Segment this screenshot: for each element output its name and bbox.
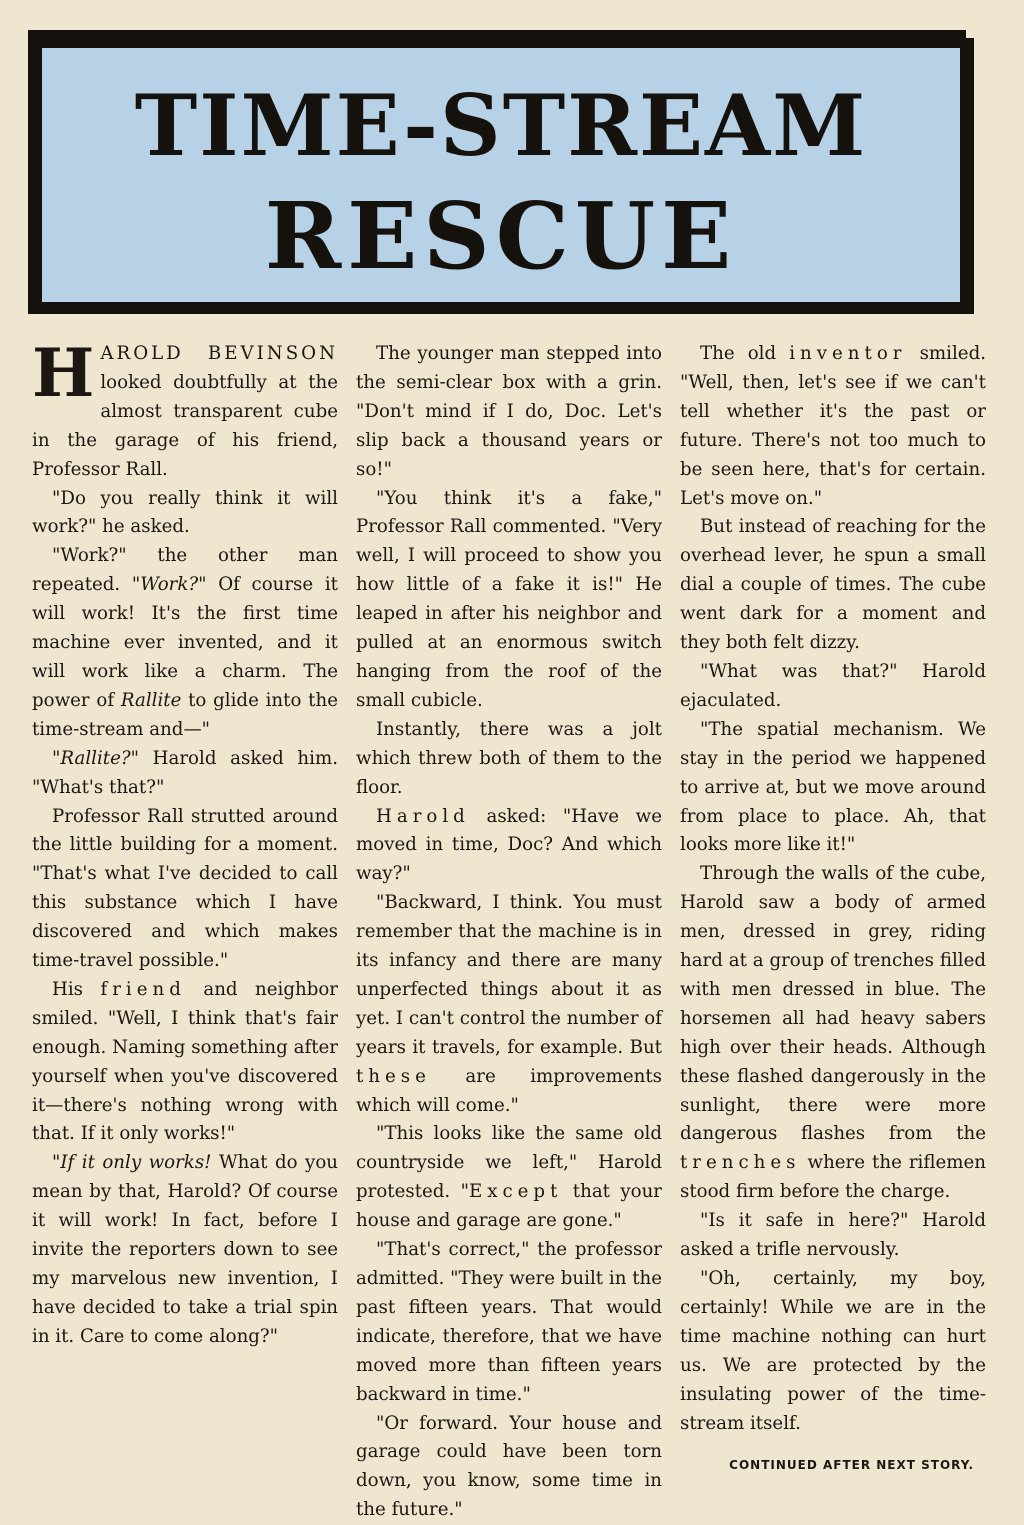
paragraph: "The spatial mechanism. We stay in the period we happened to arrive at, but we move around from place to place. Ah, that looks more like it!" xyxy=(680,718,986,856)
paragraph-text: Of course it will work! It's the first time machine ever invented, and it will work like a charm. The power of xyxy=(32,574,338,711)
paragraph: "That's correct," the professor admitted. "They were built in the past fifteen years. That would indicate, therefore, that we have moved more than fifteen years backward in time." xyxy=(356,1239,662,1405)
story-title-line-2: RESCUE xyxy=(264,182,738,290)
paragraph: "You think it's a fake," Professor Rall commented. "Very well, I will proceed to show you how little of a fake it is!" He leaped in after his neighbor and pulled at an enormous switch hanging from the roof of the small cubicle. xyxy=(356,487,662,711)
paragraph-text: smiled. "Well, then, let's see if we can't tell whether it's the past or future. There's not too much to be seen here, that's for certain. Let's move on." xyxy=(680,343,986,509)
paragraph-text: and neighbor smiled. "Well, I think that's fair enough. Naming something after yourself when you've discovered it—there's nothing wrong with that. If it only works!" xyxy=(32,978,338,1145)
paragraph-text: to glide into the time-stream and—" xyxy=(32,689,338,740)
paragraph: "Do you really think it will work?" he asked. xyxy=(32,487,338,538)
text-column-2 xyxy=(356,340,662,1521)
paragraph xyxy=(680,340,986,513)
paragraph: The younger man stepped into the semi-clear box with a grin. "Don't mind if I do, Doc. Let's slip back a thousand years or so!" xyxy=(356,343,662,480)
title-panel xyxy=(38,44,964,306)
paragraph xyxy=(32,976,338,1149)
text-column-3 xyxy=(680,340,986,1440)
spaced-text: Except xyxy=(468,1181,563,1203)
spaced-text: these xyxy=(356,1065,431,1087)
spaced-text: friend xyxy=(100,978,186,1000)
paragraph xyxy=(32,745,338,803)
continued-notice: CONTINUED AFTER NEXT STORY. xyxy=(729,1458,974,1472)
emphasis-text: "Work?" xyxy=(131,574,207,596)
paragraph-text: that your house and garage are gone." xyxy=(356,1181,662,1232)
paragraph-text: Through the walls of the cube, Harold saw a body of armed men, dressed in grey, riding hard at a group of trenches filled with men dressed in blue. The horsemen all had heavy sabers high over their heads. Although these flashed dangerously in the sunlight, there were more dangerous flashes from the xyxy=(680,863,986,1145)
story-title-line-1: TIME-STREAM xyxy=(134,76,868,175)
paragraph-text: "Backward, I think. You must remember that the machine is in its infancy and there are many unperfected things about it as yet. I can't control the number of years it travels, for example. But xyxy=(356,892,662,1058)
paragraph xyxy=(32,1149,338,1351)
paragraph-text: His xyxy=(52,978,84,1000)
paragraph: Instantly, there was a jolt which threw both of them to the floor. xyxy=(356,718,662,798)
paragraph-text: "Work?" the other man repeated. xyxy=(32,545,338,596)
paragraph-text: looked doubtfully at the almost transparent cube in the garage of his friend, Professor Rall. xyxy=(32,371,338,480)
spaced-text: inventor xyxy=(789,343,907,364)
drop-cap: H xyxy=(32,334,95,412)
text-column-1 xyxy=(32,334,338,1440)
paragraph xyxy=(32,334,338,485)
spaced-text: Harold xyxy=(376,805,470,827)
paragraph: "Is it safe in here?" Harold asked a trifle nervously. xyxy=(680,1210,986,1261)
paragraph xyxy=(32,542,338,744)
emphasis-text: "If it only works! xyxy=(52,1152,212,1174)
paragraph-text: Harold asked him. "What's that?" xyxy=(32,747,338,798)
paragraph xyxy=(680,860,986,1207)
paragraph xyxy=(356,803,662,890)
paragraph xyxy=(356,1120,662,1236)
paragraph: "Oh, certainly, my boy, certainly! While we are in the time machine nothing can hurt us. We are protected by the insulating power of the time-stream itself. xyxy=(680,1268,986,1434)
title-panel-edge xyxy=(964,38,974,314)
paragraph-text: "This looks like the same old countryside we left," Harold protested. " xyxy=(356,1123,662,1203)
opening-name: AROLD BEVINSON xyxy=(100,343,338,364)
paragraph xyxy=(356,889,662,1120)
paragraph-text: are improvements which will come." xyxy=(356,1065,662,1116)
paragraph-text: where the riflemen stood firm before the charge. xyxy=(680,1152,986,1203)
paragraph: Professor Rall strutted around the little building for a moment. "That's what I've decided to call this substance which I have discovered and which makes time-travel possible." xyxy=(32,805,338,972)
paragraph-text: What do you mean by that, Harold? Of course it will work! In fact, before I invite the reporters down to see my marvelous new invention, I have decided to take a trial spin in it. Care to come along?" xyxy=(32,1152,338,1347)
paragraph: "Or forward. Your house and garage could have been torn down, you know, some time in the future." xyxy=(356,1412,662,1521)
paragraph-text: The old xyxy=(700,343,777,364)
paragraph-text: asked: "Have we moved in time, Doc? And which way?" xyxy=(356,805,662,885)
paragraph: "What was that?" Harold ejaculated. xyxy=(680,660,986,711)
emphasis-text: "Rallite?" xyxy=(52,747,139,769)
spaced-text: trenches xyxy=(680,1152,801,1174)
emphasis-text: Rallite xyxy=(120,689,182,711)
paragraph: But instead of reaching for the overhead lever, he spun a small dial a couple of times. The cube went dark for a moment and they both felt dizzy. xyxy=(680,516,986,654)
